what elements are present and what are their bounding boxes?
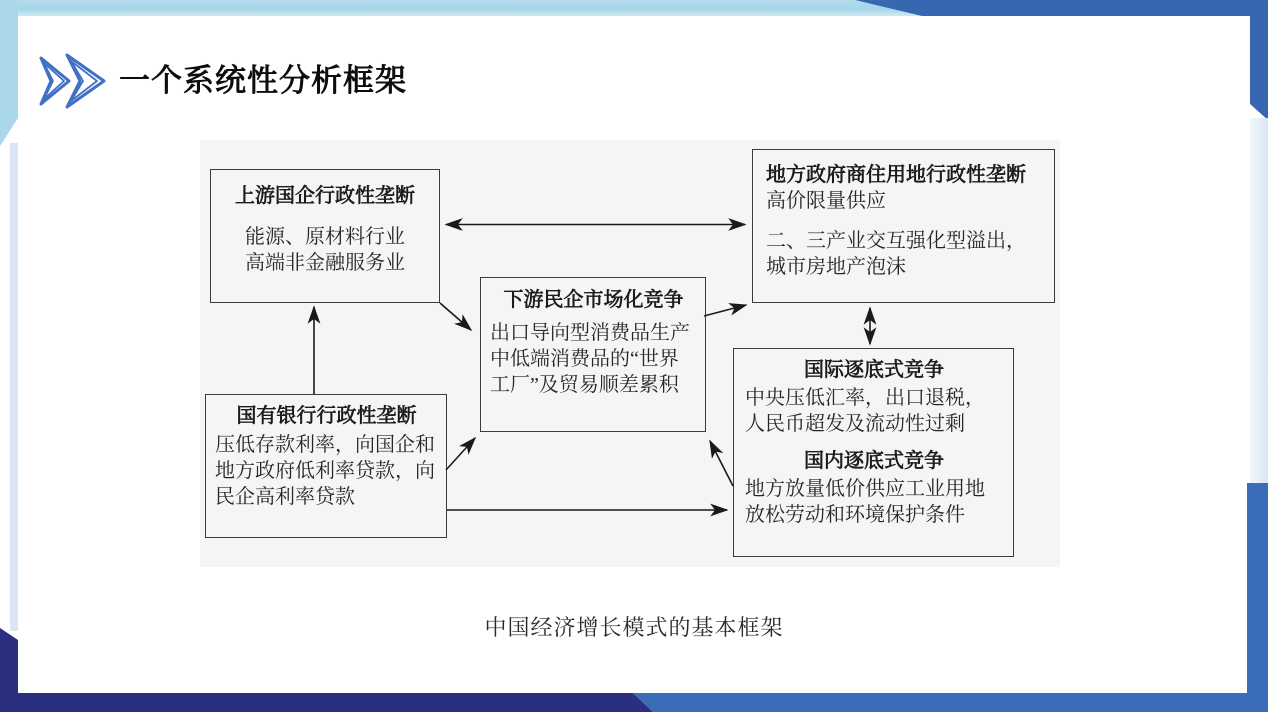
- box-text: 出口导向型消费品生产中低端消费品的“世界工厂”及贸易顺差累积: [490, 322, 690, 396]
- slide-header: [0, 0, 1268, 120]
- box-title: 下游民企市场化竞争: [503, 289, 684, 311]
- box-state-banks-monopoly: [205, 394, 447, 538]
- slide-title: 一个系统性分析框架: [119, 63, 407, 98]
- double-chevron-icon: [36, 50, 112, 112]
- box-title: 地方政府商住用地行政性垄断: [766, 164, 1026, 186]
- box-title-international: 国际逐底式竞争: [804, 359, 944, 381]
- right-edge-pale-strip: [1250, 118, 1268, 484]
- box-race-to-bottom-competition: [733, 348, 1014, 557]
- left-edge-pale-strip: [10, 143, 18, 631]
- box-text-line: 二、三产业交互强化型溢出，城市房地产泡沫: [766, 230, 1026, 278]
- box-text-line: 高端非金融服务业: [245, 252, 405, 274]
- box-title: 上游国企行政性垄断: [235, 185, 415, 207]
- bottom-right-blue-band: [1247, 483, 1268, 712]
- box-text: 地方放量低价供应工业用地放松劳动和环境保护条件: [745, 478, 985, 526]
- box-upstream-soe-monopoly: [210, 169, 440, 303]
- box-text-line: 能源、原材料行业: [245, 226, 405, 248]
- figure-caption: 中国经济增长模式的基本框架: [484, 615, 784, 640]
- box-downstream-private-competition: [480, 277, 706, 432]
- box-text: 压低存款利率，向国企和地方政府低利率贷款，向民企高利率贷款: [215, 434, 435, 508]
- box-local-government-land-monopoly: [752, 149, 1055, 303]
- box-title: 国有银行行政性垄断: [236, 405, 417, 427]
- bottom-edge-navy-band: [0, 693, 655, 712]
- box-title-domestic: 国内逐底式竞争: [804, 450, 944, 472]
- bottom-edge-blue-band: [633, 693, 1268, 712]
- box-text-line: 高价限量供应: [766, 190, 886, 212]
- box-text: 中央压低汇率，出口退税，人民币超发及流动性过剩: [745, 387, 985, 435]
